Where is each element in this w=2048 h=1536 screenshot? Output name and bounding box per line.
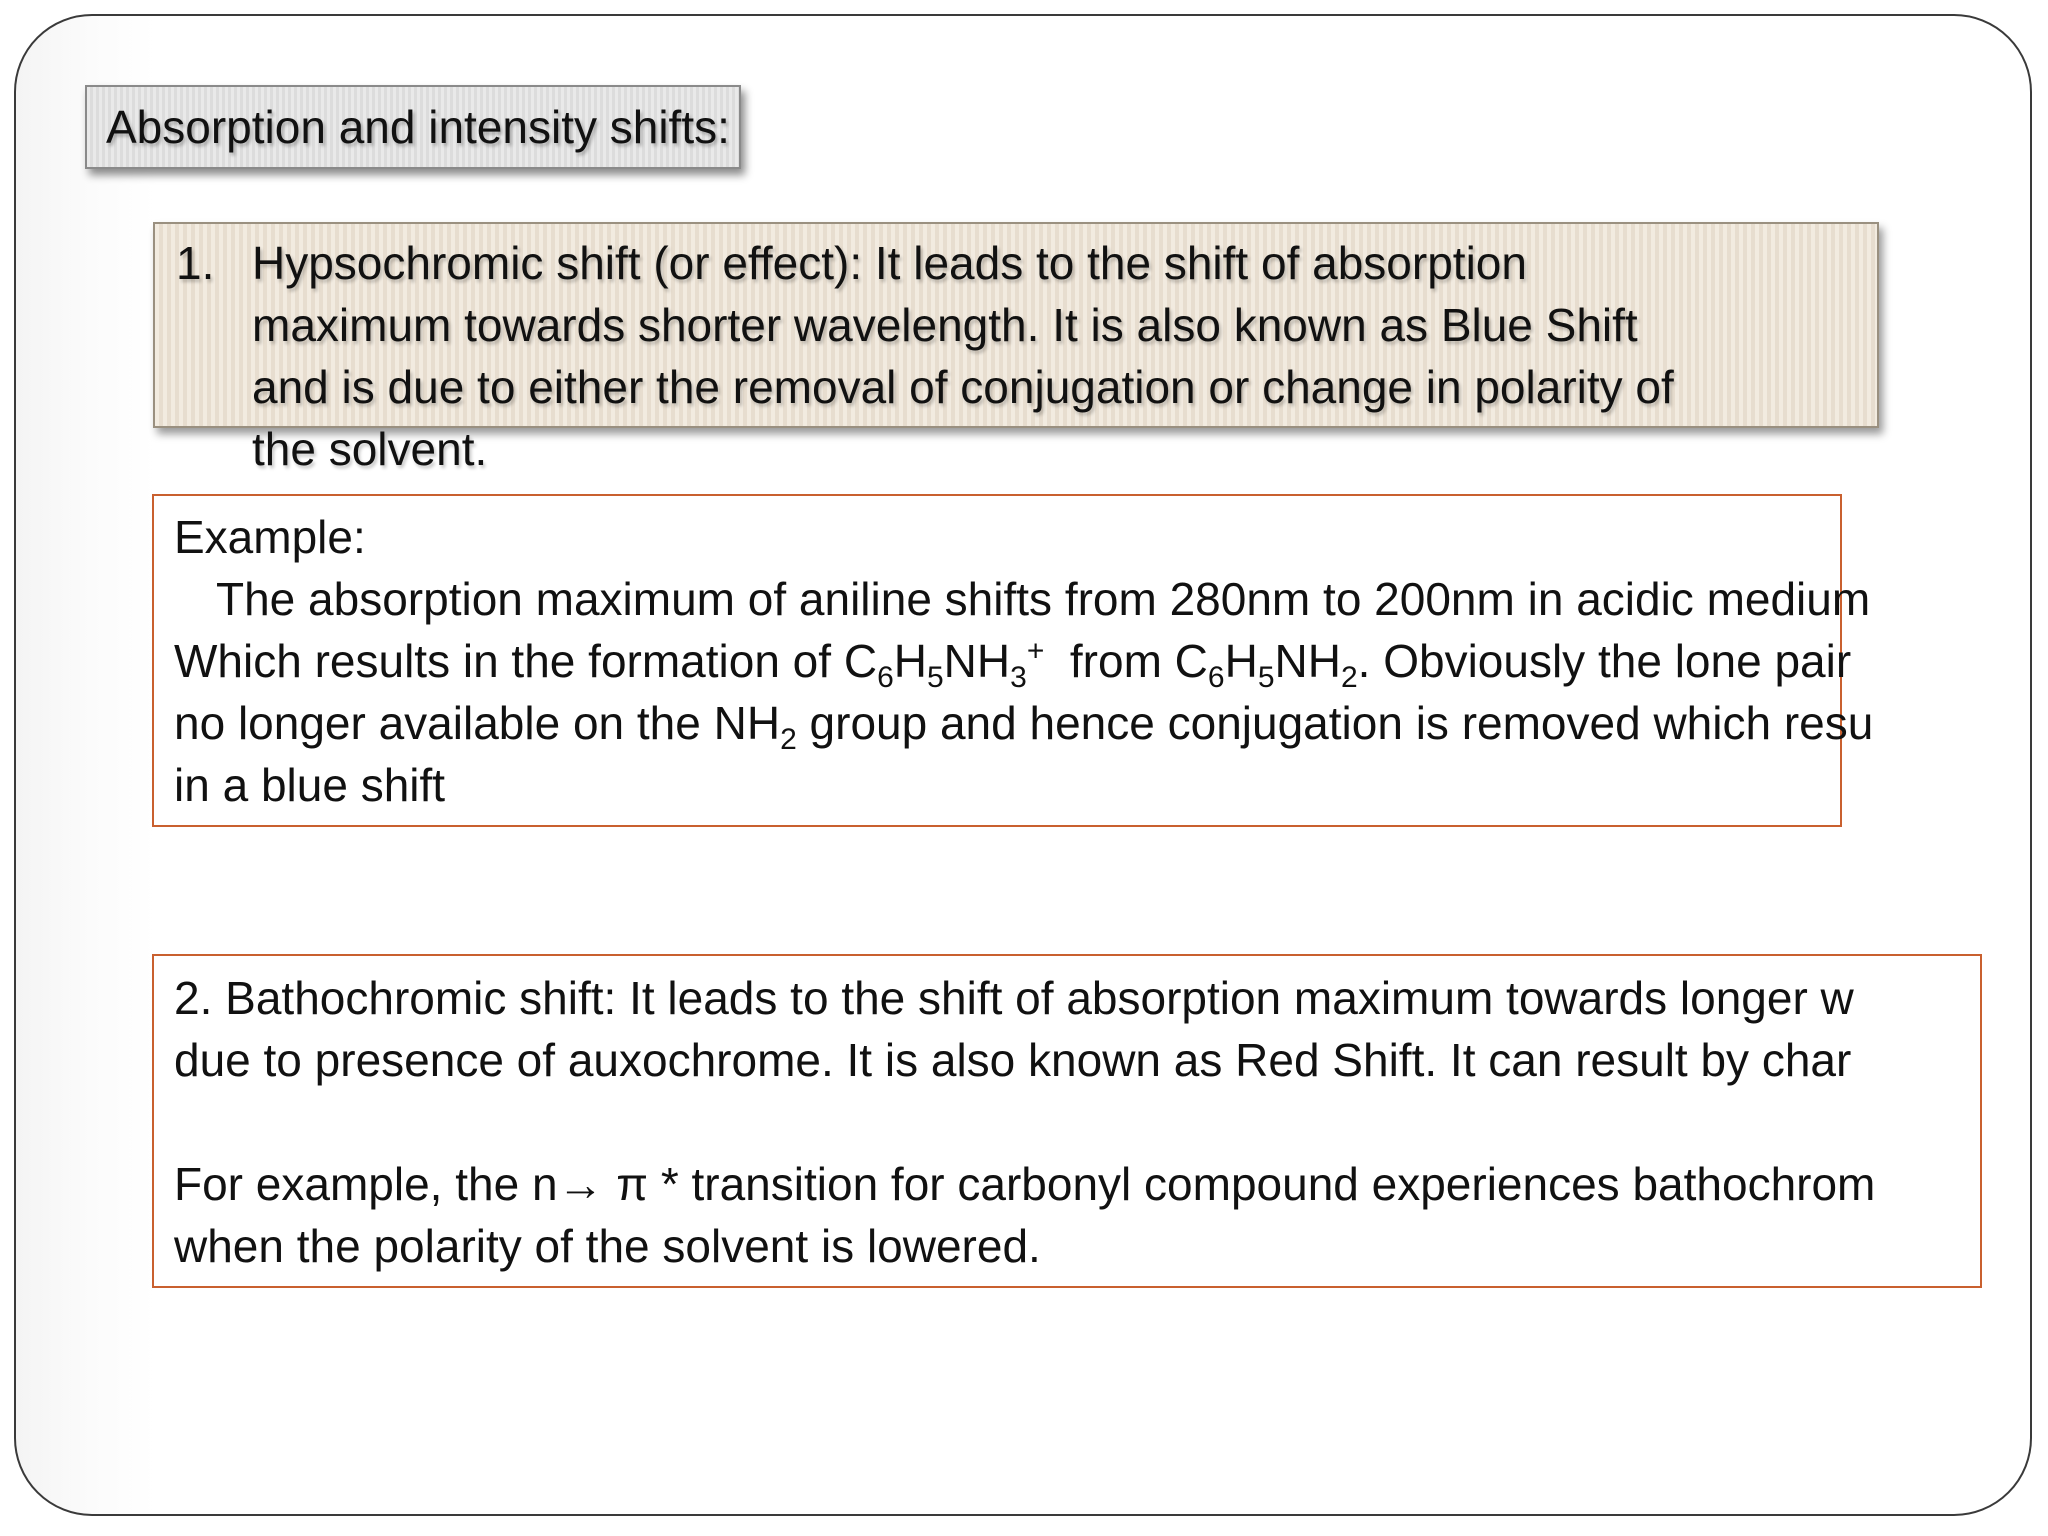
bathochromic-text xyxy=(174,967,1875,1277)
example-line-2-d: from C xyxy=(1057,635,1208,687)
subscript: 3 xyxy=(1010,661,1027,695)
example-line-2-c: NH xyxy=(943,635,1011,687)
hypsochromic-line-2: maximum towards shorter wavelength. It is also known as Blue Shift xyxy=(252,299,1638,351)
subscript: 2 xyxy=(780,723,797,757)
slide-title: Absorption and intensity shifts: xyxy=(106,101,730,153)
hypsochromic-line-1-text: Hypsochromic shift (or effect): It leads to the shift of absorption xyxy=(252,237,1527,289)
subscript: 6 xyxy=(877,661,894,695)
subscript: 6 xyxy=(1207,661,1225,695)
example-line-3 xyxy=(174,692,1874,757)
example-line-2-a: Which results in the formation of C xyxy=(174,635,878,687)
bathochromic-line-1: 2. Bathochromic shift: It leads to the shift of absorption maximum towards longer w xyxy=(174,972,1854,1024)
bathochromic-line-4: when the polarity of the solvent is lowered. xyxy=(174,1220,1041,1272)
list-number: 1. xyxy=(176,237,215,289)
subscript: 5 xyxy=(926,661,944,695)
example-text xyxy=(174,506,1873,816)
example-heading: Example: xyxy=(174,511,366,563)
slide-edge xyxy=(2032,0,2048,1536)
example-line-4: in a blue shift xyxy=(174,759,446,811)
example-line-2 xyxy=(174,630,1873,695)
hypsochromic-line-1 xyxy=(176,232,1876,294)
bathochromic-line-2: due to presence of auxochrome. It is also known as Red Shift. It can result by char xyxy=(174,1034,1852,1086)
superscript: + xyxy=(1026,634,1045,668)
bathochromic-line-3: For example, the n→ π * transition for carbonyl compound experiences bathochrom xyxy=(174,1158,1876,1210)
subscript: 2 xyxy=(1340,661,1358,695)
subscript: 5 xyxy=(1257,661,1275,695)
example-line-1: The absorption maximum of aniline shifts from 280nm to 200nm in acidic medium xyxy=(216,573,1871,625)
example-line-2-e: H xyxy=(1224,635,1258,687)
example-line-2-b: H xyxy=(893,635,927,687)
example-line-2-f: NH xyxy=(1274,635,1341,687)
hypsochromic-text xyxy=(176,232,1876,480)
example-line-3-a: no longer available on the NH xyxy=(174,697,781,749)
blank-line xyxy=(174,1091,1875,1153)
hypsochromic-line-3: and is due to either the removal of conjugation or change in polarity of xyxy=(252,361,1674,413)
example-line-2-g: . Obviously the lone pair xyxy=(1357,635,1852,687)
example-line-3-b: group and hence conjugation is removed which resu xyxy=(796,697,1874,749)
hypsochromic-line-4: the solvent. xyxy=(252,423,488,475)
